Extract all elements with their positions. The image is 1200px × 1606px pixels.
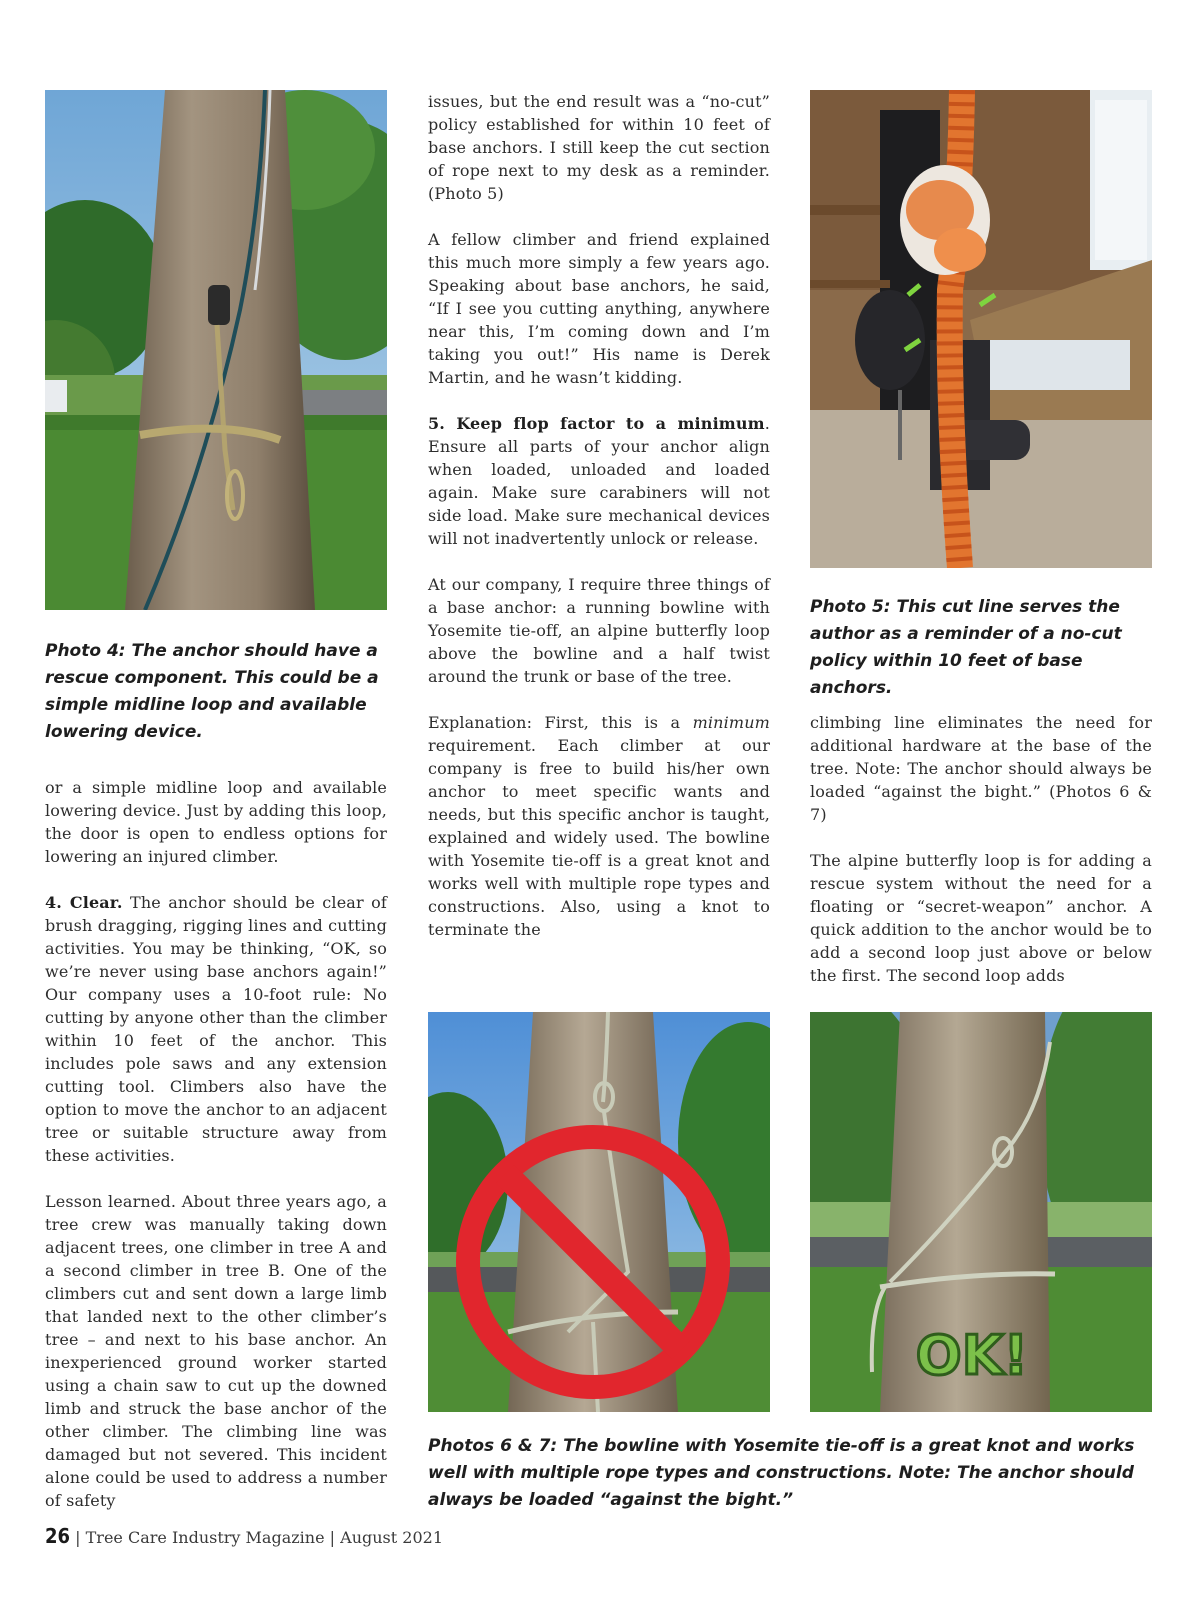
- column-1: [45, 776, 387, 1512]
- photos-6-7-caption: Photos 6 & 7: The bowline with Yosemite tie-off is a great knot and works well with multiple rope types and constructions. Note: The anchor should always be loaded “against the bight.”: [428, 1436, 1135, 1510]
- footer-separator-2: |: [329, 1528, 336, 1547]
- section-heading-flop-factor: 5. Keep flop factor to a minimum: [428, 414, 765, 433]
- photo-5-caption: Photo 5: This cut line serves the author as a reminder of a no-cut policy within 10 feet of base anchors.: [810, 597, 1122, 698]
- col2-paragraph-5: [428, 711, 770, 941]
- issue-date: August 2021: [340, 1528, 443, 1547]
- photo-7-image: [810, 1012, 1152, 1412]
- col1-paragraph-2: [45, 891, 387, 1167]
- photo-4-image: [45, 90, 387, 610]
- page-footer: [45, 1524, 443, 1548]
- column-2: [428, 90, 770, 941]
- ok-label: OK!: [915, 1324, 1029, 1387]
- col2-paragraph-5-a: Explanation: First, this is a: [428, 713, 693, 732]
- column-3: [810, 711, 1152, 987]
- col2-paragraph-1: issues, but the end result was a “no-cut” policy established for within 10 feet of base anchors. I still keep the cut section of rope next to my desk as a reminder. (Photo 5): [428, 92, 770, 203]
- col3-paragraph-2: The alpine butterfly loop is for adding a rescue system without the need for a floating or “secret-weapon” anchor. A quick addition to the anchor would be to add a second loop just above or below the first. The second loop adds: [810, 851, 1152, 985]
- photo-5: [810, 90, 1152, 568]
- col1-paragraph-2-body: The anchor should be clear of brush dragging, rigging lines and cutting activities. You may be thinking, “OK, so we’re never using base anchors again!” Our company uses a 10-foot rule: No cutting by anyone other than the climber within 10 feet of the anchor. This includes pole saws and any extension cutting tool. Climbers also have the option to move the anchor to an adjacent tree or suitable structure away from these activities.: [45, 893, 388, 1165]
- col2-paragraph-3-body: . Ensure all parts of your anchor align when loaded, unloaded and loaded again. Make sure carabiners will not side load. Make sure mechanical devices will not inadvertently unlock or release.: [428, 414, 770, 548]
- col1-paragraph-3: Lesson learned. About three years ago, a tree crew was manually taking down adjacent trees, one climber in tree A and a second climber in tree B. One of the climbers cut and sent down a large limb that landed next to the other climber’s tree – and next to his base anchor. An inexperienced ground worker started using a chain saw to cut up the downed limb and struck the base anchor of the other climber. The climbing line was damaged but not severed. This incident alone could be used to address a number of safety: [45, 1192, 387, 1510]
- page-number: 26: [45, 1524, 71, 1548]
- col2-paragraph-2: A fellow climber and friend explained this much more simply a few years ago. Speaking about base anchors, he said, “If I see you cutting anything, anywhere near this, I’m coming down and I’m taking you out!” His name is Derek Martin, and he wasn’t kidding.: [428, 230, 770, 387]
- col1-paragraph-1: or a simple midline loop and available lowering device. Just by adding this loop, the door is open to endless options for lowering an injured climber.: [45, 778, 387, 866]
- col2-paragraph-5-emphasis: minimum: [692, 713, 770, 732]
- col2-paragraph-3: [428, 412, 770, 550]
- section-heading-clear: 4. Clear.: [45, 893, 123, 912]
- footer-separator-1: |: [75, 1528, 81, 1547]
- photo-6: [428, 1012, 770, 1412]
- photo-5-image: [810, 90, 1152, 568]
- photo-7: [810, 1012, 1152, 1412]
- col3-paragraph-1: climbing line eliminates the need for additional hardware at the base of the tree. Note: The anchor should always be loaded “against the bight.” (Photos 6 & 7): [810, 713, 1152, 824]
- photo-6-image: [428, 1012, 770, 1412]
- col2-paragraph-5-b: requirement. Each climber at our company is free to build his/her own anchor to meet specific wants and needs, but this specific anchor is taught, explained and widely used. The bowline with Yosemite tie-off is a great knot and works well with multiple rope types and constructions. Also, using a knot to terminate the: [428, 736, 770, 939]
- photo-4: [45, 90, 387, 610]
- magazine-name: Tree Care Industry Magazine: [85, 1528, 325, 1547]
- photo-4-caption: Photo 4: The anchor should have a rescue component. This could be a simple midline loop and available lowering device.: [45, 641, 379, 742]
- col2-paragraph-4: At our company, I require three things of a base anchor: a running bowline with Yosemite tie-off, an alpine butterfly loop above the bowline and a half twist around the trunk or base of the tree.: [428, 575, 770, 686]
